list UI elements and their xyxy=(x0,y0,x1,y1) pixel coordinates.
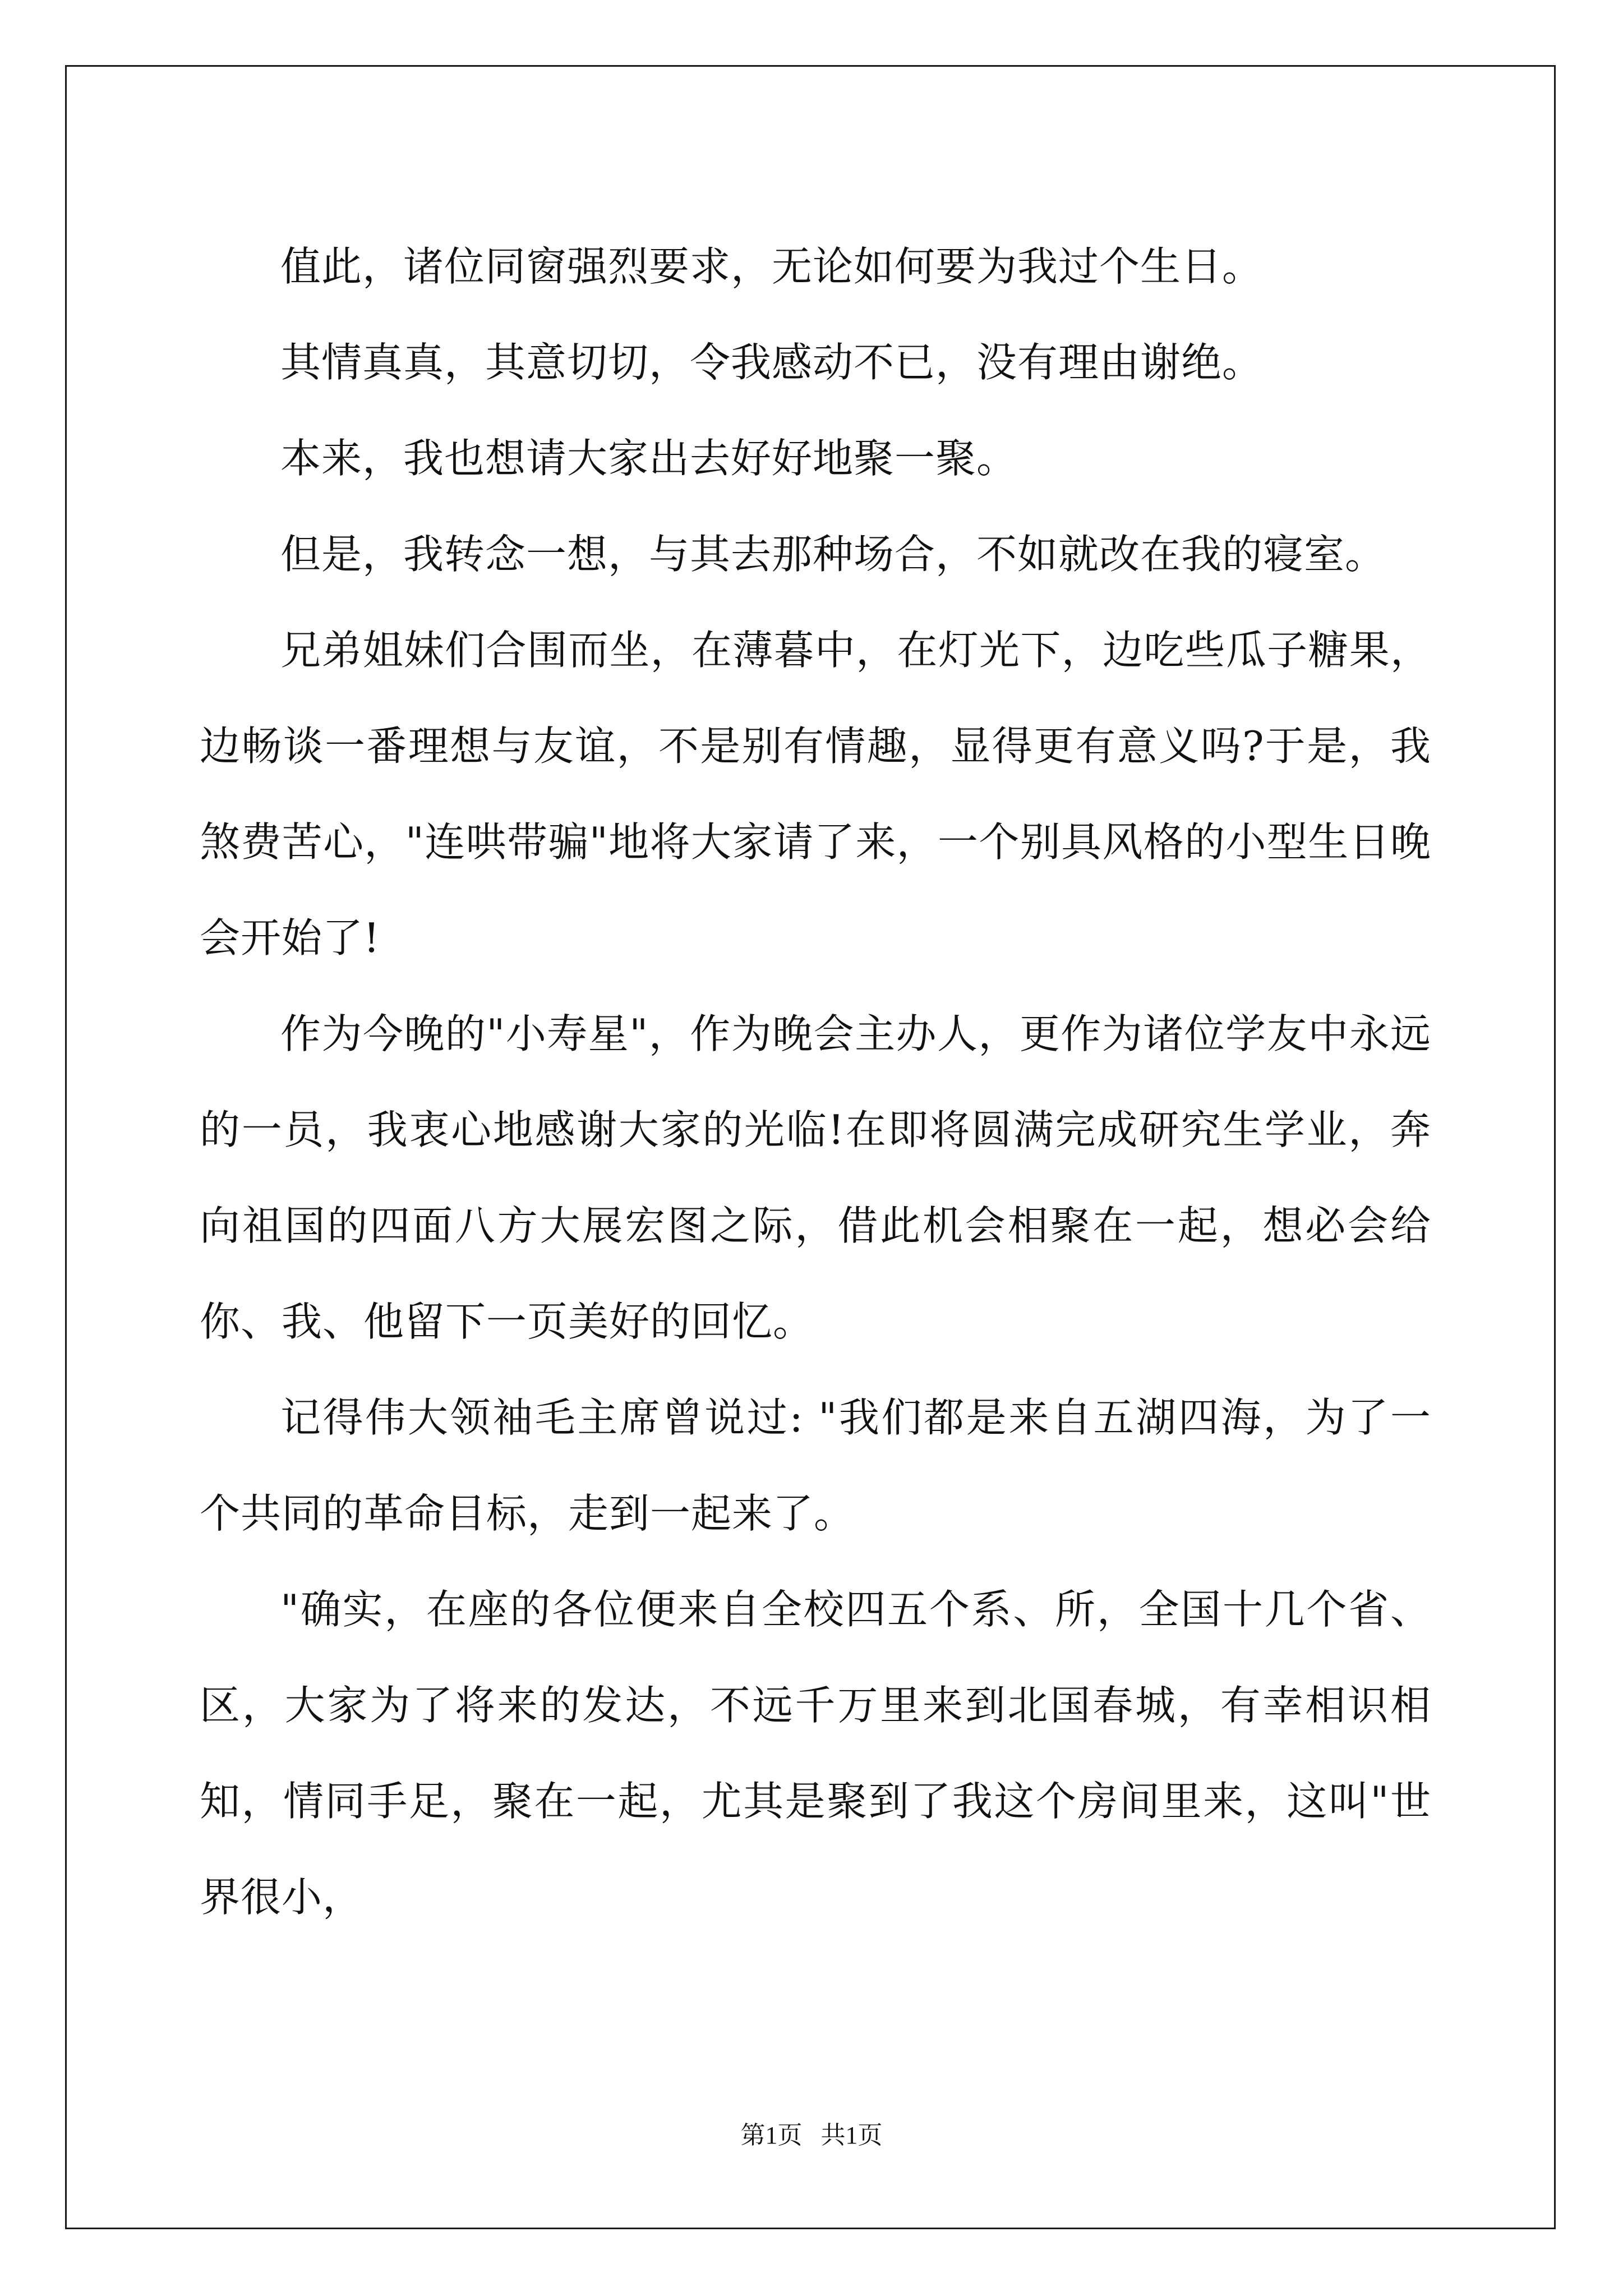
paragraph: 其情真真，其意切切，令我感动不已，没有理由谢绝。 xyxy=(280,339,1264,386)
page-footer xyxy=(0,2115,1623,2151)
footer-gap xyxy=(803,2122,821,2149)
paragraph: 作为今晚的"小寿星"，作为晚会主办人，更作为诸位学友中永远的一员，我衷心地感谢大家的光临!在即将圆满完成研究生学业，奔向祖国的四面八方大展宏图之际，借此机会相聚在一起，想必会给你、我、他留下一页美好的回忆。 xyxy=(200,1010,1431,1345)
paragraph: 本来，我也想请大家出去好好地聚一聚。 xyxy=(280,435,1018,482)
paragraph: 值此，诸位同窗强烈要求，无论如何要为我过个生日。 xyxy=(280,243,1264,290)
paragraph: "确实，在座的各位便来自全校四五个系、所，全国十几个省、区，大家为了将来的发达，不远千万里来到北国春城，有幸相识相知，情同手足，聚在一起，尤其是聚到了我这个房间里来，这叫"世界很小， xyxy=(200,1586,1431,1921)
document-body xyxy=(200,219,1431,1945)
page-number: 第1页 xyxy=(740,2122,803,2149)
page-total: 共1页 xyxy=(820,2122,883,2149)
paragraph: 记得伟大领袖毛主席曾说过: "我们都是来自五湖四海，为了一个共同的革命目标，走到一起来了。 xyxy=(200,1394,1431,1537)
paragraph: 兄弟姐妹们合围而坐，在薄暮中，在灯光下，边吃些瓜子糖果，边畅谈一番理想与友谊，不是别有情趣，显得更有意义吗?于是，我煞费苦心，"连哄带骗"地将大家请了来，一个别具风格的小型生日晚会开始了! xyxy=(200,627,1431,961)
paragraph: 但是，我转念一想，与其去那种场合，不如就改在我的寝室。 xyxy=(280,531,1386,578)
